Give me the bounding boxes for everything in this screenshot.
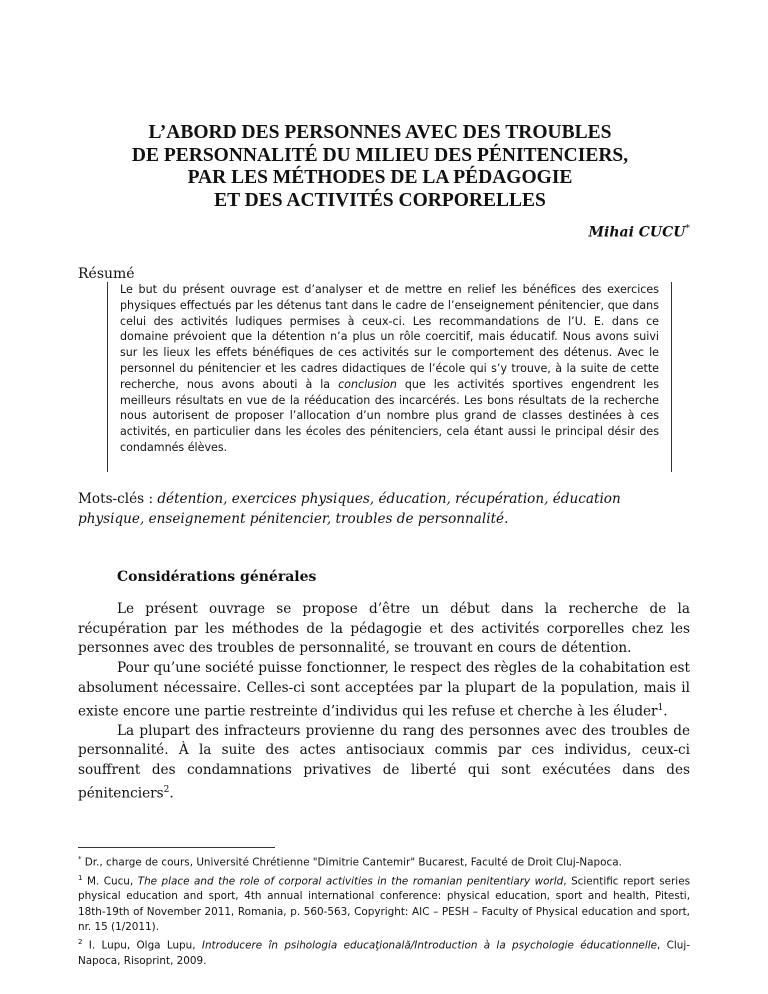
footnote: * Dr., charge de cours, Université Chrétienne "Dimitrie Cantemir" Bucarest, Faculté de Droit Cluj-Napoca. <box>78 855 622 869</box>
keywords-terms: détention, exercices physiques, éducation, récupération, éducation physique, enseignement pénitencier, troubles de personnalité. <box>78 491 621 527</box>
title-line: ET DES ACTIVITÉS CORPORELLES <box>214 189 546 211</box>
footnote-ref[interactable]: 2 <box>163 784 170 795</box>
footnote-divider <box>78 847 275 848</box>
title-line: L’ABORD DES PERSONNES AVEC DES TROUBLES <box>148 122 612 143</box>
footnotes <box>78 852 690 969</box>
abstract-label: Résumé <box>78 266 135 282</box>
author-name <box>589 224 690 241</box>
title-line: DE PERSONNALITÉ DU MILIEU DES PÉNITENCIERS, <box>131 144 629 166</box>
footnote-ref[interactable]: 1 <box>657 702 664 713</box>
abstract-text: Le but du présent ouvrage est d’analyser et de mettre en relief les bénéfices des exercices physiques effectués par les détenus tant dans le cadre de l’enseignement pénitencier, que dans celui des activités ludiques permises à ceux-ci. Les recommandations de l’U. E. dans ce domaine prévoient que la détention n’a plus un rôle coercitif, mais éducatif. Nous avons suivi sur les lieux les effets bénéfiques de ces activités sur le comportement des détenus. Avec le personnel du pénitencier et les cadres didactiques de l’école qui s’y trouve, à la suite de cette recherche, nous avons abouti à la conclusion que les activités sportives engendrent les meilleurs résultats en vue de la rééducation des incarcérés. Les bons résultats de la recherche nous autorisent de proposer l’allocation d’un nombre plus grand de classes destinées à ces activités, en particulier dans les écoles des pénitenciers, cela étant aussi le principal désir des condamnés élèves. <box>120 283 659 454</box>
keywords <box>78 489 690 529</box>
section-body <box>78 600 690 804</box>
body-paragraph: La plupart des infracteurs provienne du rang des personnes avec des troubles de personnalité. À la suite des actes antisociaux commis par ces individus, ceux-ci souffrent des condamnations privatives de liberté qui sont exécutées dans des pénitenciers$^2$. <box>78 722 690 802</box>
author-footnote-mark: * <box>685 224 690 234</box>
title-line: PAR LES MÉTHODES DE LA PÉDAGOGIE <box>187 167 573 188</box>
section-heading: Considérations générales <box>117 569 317 585</box>
abstract-emphasis: conclusion <box>338 377 397 391</box>
body-paragraph: Le présent ouvrage se propose d’être un début dans la recherche de la récupération par les méthodes de la pédagogie et des activités corporelles chez les personnes avec des troubles de personnalité, se trouvant en cours de détention. <box>78 601 690 657</box>
footnote: $^1$ M. Cucu, The place and the role of corporal activities in the romanian penitentiary world, Scientific report series physical education and sport, 4th annual international conference: physical education, sport and health, Pitesti, 18th-19th of November 2011, Romania, p. 560-563, Copyright: AIC – PESH – Faculty of Physical education and sport, nr. 15 (1/2011). <box>78 873 690 933</box>
body-paragraph: Pour qu’une société puisse fonctionner, le respect des règles de la cohabitation est absolument nécessaire. Celles-ci sont acceptées par la plupart de la population, mais il existe encore une partie restreinte d’individus qui les refuse et cherche à les éluder$^1$. <box>78 660 690 720</box>
paper-title <box>70 122 690 212</box>
keywords-label: Mots-clés : <box>78 491 158 507</box>
footnote: $^2$ I. Lupu, Olga Lupu, Introducere în psihologia educaţională/Introduction à la psychologie éducationnelle, Cluj-Napoca, Risoprint, 2009. <box>78 937 690 967</box>
abstract-box <box>107 282 672 472</box>
author-name-text: Mihai CUCU <box>588 224 686 241</box>
